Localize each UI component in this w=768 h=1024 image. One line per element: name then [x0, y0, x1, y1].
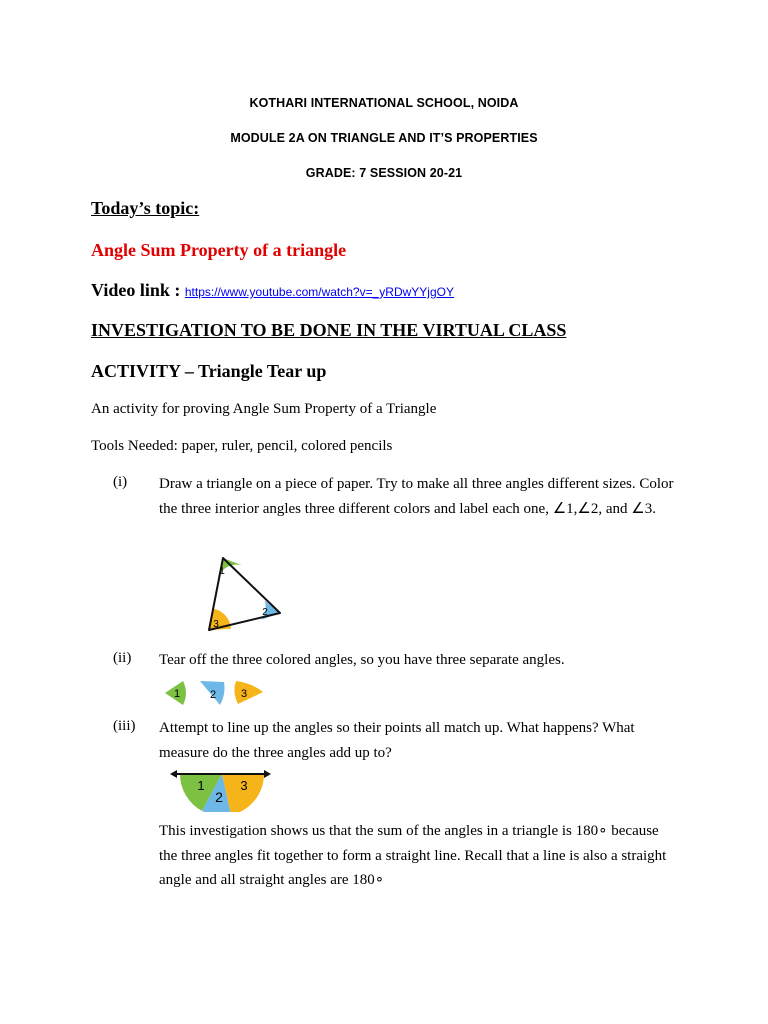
video-link[interactable]: https://www.youtube.com/watch?v=_yRDwYYjgOY	[184, 285, 454, 299]
investigation-heading: INVESTIGATION TO BE DONE IN THE VIRTUAL CLASS	[91, 320, 567, 340]
torn-angle-3	[234, 681, 263, 704]
grade-session: GRADE: 7 SESSION 20-21	[305, 166, 463, 180]
topic-label: Today’s topic:	[91, 198, 200, 218]
step-number: (i)	[113, 474, 128, 490]
right-arrow-icon	[264, 770, 271, 778]
step-text: Attempt to line up the angles so their points all match up. What happens? What measure do the three angles add up to?	[159, 720, 635, 761]
combined-angle-2-label: 2	[215, 789, 223, 805]
angle-3-label: 3	[213, 619, 219, 630]
activity-heading: ACTIVITY – Triangle Tear up	[91, 361, 327, 381]
module-title: MODULE 2A ON TRIANGLE AND IT’S PROPERTIES	[230, 131, 538, 145]
angle-2-label: 2	[262, 607, 268, 618]
step-text: Draw a triangle on a piece of paper. Try to make all three angles different sizes. Color the three interior angles three different colors and label each one, ∠1,∠2, and ∠3.	[159, 476, 674, 517]
combined-angle-1-label: 1	[197, 778, 205, 793]
video-link-label: Video link :	[91, 280, 185, 300]
torn-angle-2-label: 2	[209, 689, 217, 701]
torn-angles-figure	[160, 678, 270, 708]
topic-title: Angle Sum Property of a triangle	[91, 240, 347, 260]
activity-intro: An activity for proving Angle Sum Property of a Triangle	[91, 401, 437, 417]
left-arrow-icon	[170, 770, 177, 778]
step-number: (iii)	[113, 718, 136, 734]
straight-angle-figure	[168, 764, 272, 812]
combined-angle-3-label: 3	[240, 778, 248, 793]
torn-angle-1-label: 1	[173, 688, 181, 700]
video-link-line	[91, 280, 454, 301]
conclusion-text: This investigation shows us that the sum of the angles in a triangle is 180∘ because the three angles fit together to form a straight line. Recall that a line is also a straight angle and all straight angles are 180∘	[159, 823, 667, 888]
tools-needed: Tools Needed: paper, ruler, pencil, colored pencils	[91, 438, 393, 454]
school-name: KOTHARI INTERNATIONAL SCHOOL, NOIDA	[249, 96, 519, 110]
triangle-figure	[200, 552, 290, 634]
step-text: Tear off the three colored angles, so you have three separate angles.	[159, 652, 565, 668]
torn-angle-3-label: 3	[240, 688, 248, 700]
step-number: (ii)	[113, 650, 132, 666]
angle-1-label: 1	[219, 566, 225, 577]
